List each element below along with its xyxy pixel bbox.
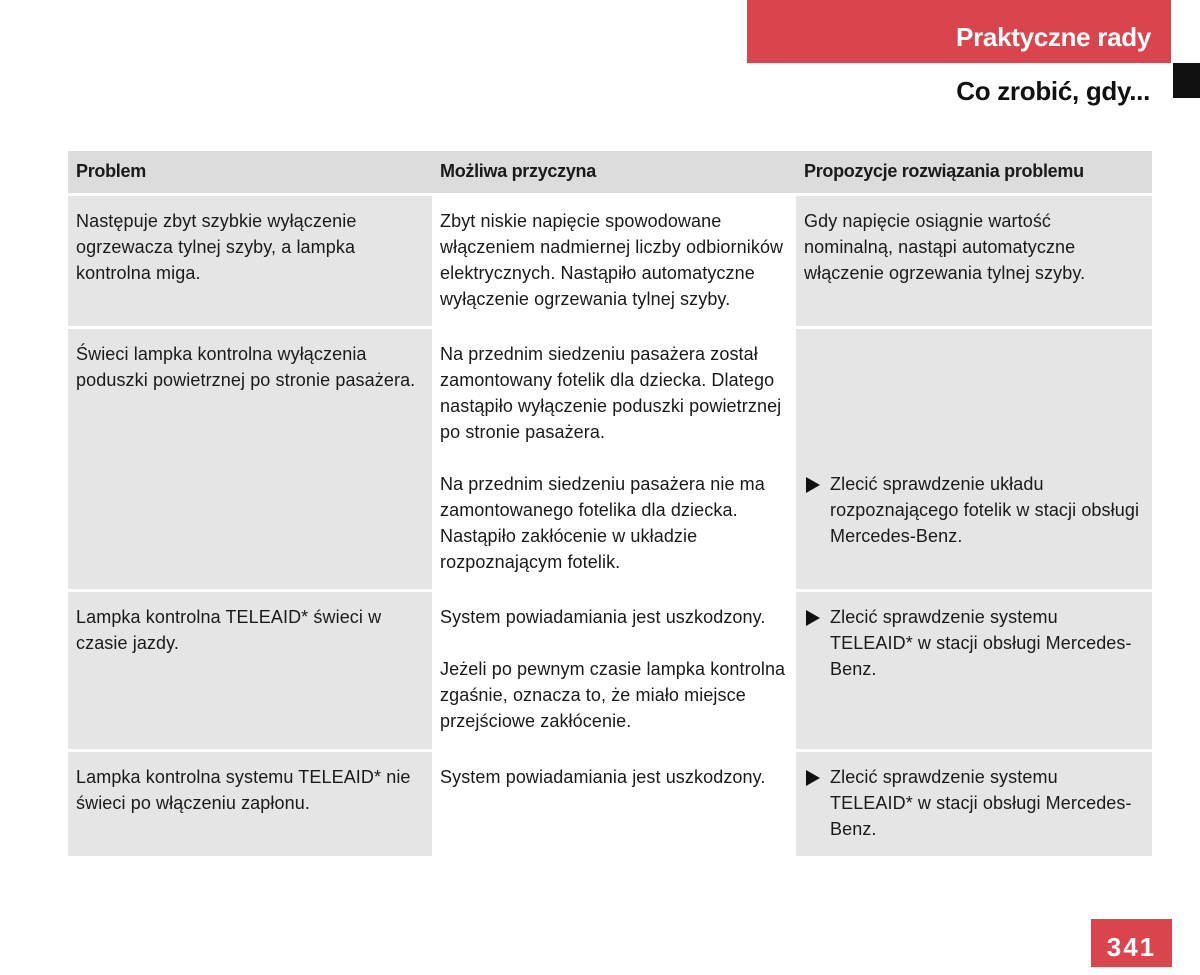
cause-text: System powiadamiania jest uszkodzony. xyxy=(440,606,766,627)
arrow-right-icon xyxy=(806,610,820,626)
problem-cell xyxy=(68,327,432,590)
cause-text: Jeżeli po pewnym czasie lampka kontrolna zgaśnie, oznacza to, że miało miejsce przejściowe zakłócenie. xyxy=(440,658,786,731)
table-row xyxy=(68,750,1152,857)
table-row xyxy=(68,194,1152,327)
solution-action xyxy=(804,764,1144,842)
arrow-right-icon xyxy=(806,770,820,786)
solution-text: Gdy napięcie osiągnie wartość nominalną, nastąpi automatyczne włączenie ogrzewania tylnej szyby. xyxy=(804,210,1086,283)
page-title: Co zrobić, gdy... xyxy=(956,76,1150,106)
problem-cell xyxy=(68,590,432,750)
header-solution: Propozycje rozwiązania problemu xyxy=(796,151,1152,194)
problem-cell xyxy=(68,750,432,857)
problem-text: Lampka kontrolna TELEAID* świeci w czasie jazdy. xyxy=(76,606,382,653)
cause-text: System powiadamiania jest uszkodzony. xyxy=(440,766,766,787)
solution-cell xyxy=(796,590,1152,750)
solution-action xyxy=(804,604,1144,682)
solution-action-text: Zlecić sprawdzenie systemu TELEAID* w stacji obsługi Mercedes-Benz. xyxy=(830,766,1132,839)
header-cause: Możliwa przyczyna xyxy=(432,151,796,194)
solution-action xyxy=(804,471,1144,549)
table-row xyxy=(68,327,1152,590)
problem-text: Następuje zbyt szybkie wyłączenie ogrzewacza tylnej szyby, a lampka kontrolna miga. xyxy=(76,210,357,283)
troubleshooting-table xyxy=(68,151,1152,859)
solution-cell xyxy=(796,194,1152,327)
table-header-row xyxy=(68,151,1152,194)
cause-text: Na przednim siedzeniu pasażera został zamontowany fotelik dla dziecka. Dlatego nastąpiło wyłączenie poduszki powietrznej po stronie pasażera. xyxy=(440,343,782,442)
problem-text: Świeci lampka kontrolna wyłączenia poduszki powietrznej po stronie pasażera. xyxy=(76,343,416,390)
solution-cell xyxy=(796,750,1152,857)
cause-text: Na przednim siedzeniu pasażera nie ma zamontowanego fotelika dla dziecka. Nastąpiło zakłócenie w układzie rozpoznającym fotelik. xyxy=(440,473,765,572)
header-problem: Problem xyxy=(68,151,432,194)
cause-text: Zbyt niskie napięcie spowodowane włączeniem nadmiernej liczby odbiorników elektrycznych. Nastąpiło automatyczne wyłączenie ogrzewania tylnej szyby. xyxy=(440,210,784,309)
cause-cell xyxy=(432,590,796,750)
solution-action-text: Zlecić sprawdzenie systemu TELEAID* w stacji obsługi Mercedes-Benz. xyxy=(830,606,1132,679)
section-tab: Praktyczne rady xyxy=(747,0,1171,63)
problem-text: Lampka kontrolna systemu TELEAID* nie świeci po włączeniu zapłonu. xyxy=(76,766,411,813)
cause-cell xyxy=(432,750,796,857)
solution-cell xyxy=(796,327,1152,590)
solution-action-text: Zlecić sprawdzenie układu rozpoznającego fotelik w stacji obsługi Mercedes-Benz. xyxy=(830,473,1140,546)
page-edge-marker xyxy=(1173,63,1200,98)
cause-cell xyxy=(432,327,796,590)
page-number: 341 xyxy=(1091,919,1172,967)
table-row xyxy=(68,590,1152,750)
cause-cell xyxy=(432,194,796,327)
problem-cell xyxy=(68,194,432,327)
arrow-right-icon xyxy=(806,477,820,493)
